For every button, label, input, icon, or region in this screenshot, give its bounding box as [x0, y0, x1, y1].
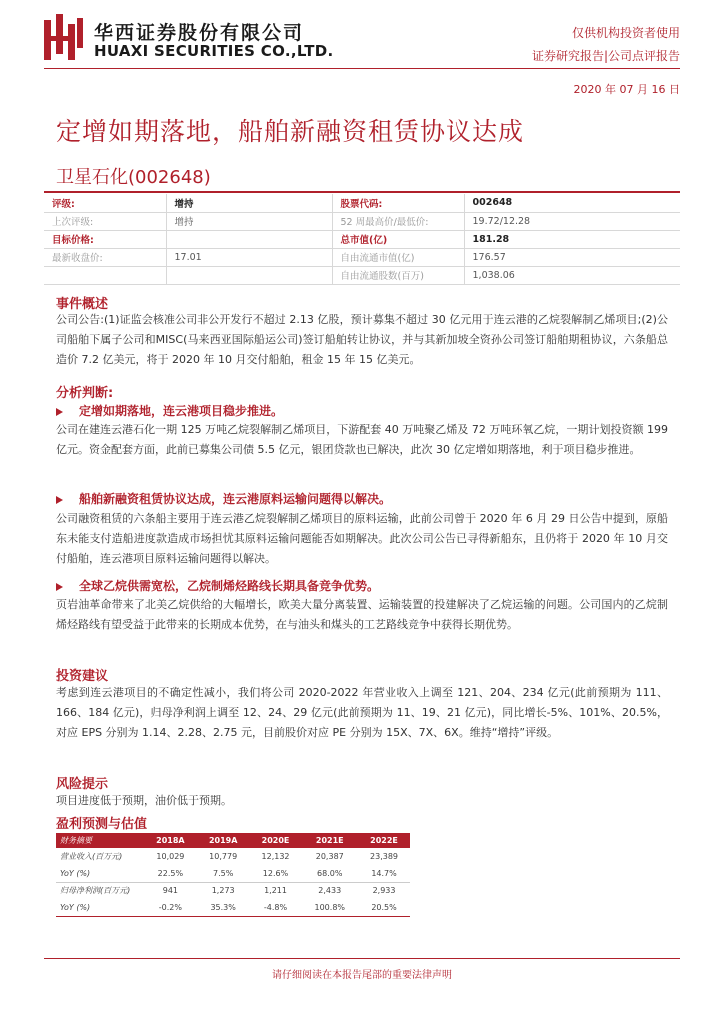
- forecast-heading: 盈利预测与估值: [56, 817, 148, 832]
- footer-divider: [44, 958, 680, 959]
- risk-text: 项目进度低于预期，油价低于预期。: [56, 794, 232, 807]
- point3-heading: 全球乙烷供需宽松，乙烷制烯烃路线长期具备竞争优势。: [56, 577, 379, 594]
- market-cap-label: 总市值(亿): [332, 230, 464, 248]
- company-divider: [44, 191, 680, 193]
- report-title: 定增如期落地，船舶新融资租赁协议达成: [56, 117, 525, 146]
- report-date: 2020 年 07 月 16 日: [573, 83, 680, 96]
- analysis-heading: 分析判断:: [56, 386, 114, 401]
- close-price-value: 17.01: [166, 248, 332, 266]
- bullet-triangle-icon: [56, 583, 63, 591]
- company-name-cn: 华西证券股份有限公司: [94, 22, 305, 44]
- target-price-label: 目标价格:: [44, 230, 166, 248]
- float-shares-value: 1,038.06: [464, 266, 680, 284]
- float-mcap-label: 自由流通市值(亿): [332, 248, 464, 266]
- market-cap-value: 181.28: [464, 230, 680, 248]
- table-row: YoY (%) 22.5% 7.5% 12.6% 68.0% 14.7%: [60, 868, 397, 878]
- table-row: YoY (%) -0.2% 35.3% -4.8% 100.8% 20.5%: [56, 899, 410, 916]
- table-row: 归母净利润(百万元) 941 1,273 1,211 2,433 2,933: [56, 882, 410, 899]
- point2-text: 公司融资租赁的六条船主要用于连云港乙烷裂解制乙烯项目的原料运输，此前公司曾于 2020 年 6 月 29 日公告中提到，原船东未能支付造船进度款造成市场担忧其原料运输问题能否如期解决。此次公司公告已寻得新船东，且仍将于 2020 年 10 月交付船舶，连云港项目原料运输问题得以解决。: [56, 512, 668, 565]
- event-heading: 事件概述: [56, 297, 109, 312]
- legal-notice: 请仔细阅读在本报告尾部的重要法律声明: [272, 970, 452, 981]
- code-value: 002648: [464, 194, 680, 212]
- target-price-value: [166, 230, 332, 248]
- invest-heading: 投资建议: [56, 669, 109, 684]
- price-range-value: 19.72/12.28: [464, 212, 680, 230]
- price-range-label: 52 周最高价/最低价:: [332, 212, 464, 230]
- header-divider: [44, 68, 680, 69]
- investor-notice: 仅供机构投资者使用: [571, 26, 680, 40]
- risk-heading: 风险提示: [56, 777, 109, 792]
- huaxi-logo-icon: [44, 14, 84, 60]
- point2-heading: 船舶新融资租赁协议达成，连云港原料运输问题得以解决。: [56, 490, 391, 507]
- code-label: 股票代码:: [332, 194, 464, 212]
- report-type: 证券研究报告|公司点评报告: [531, 49, 680, 63]
- company-ticker: 卫星石化(002648): [56, 167, 211, 188]
- bullet-triangle-icon: [56, 496, 63, 504]
- float-shares-label: 自由流通股数(百万): [332, 266, 464, 284]
- stock-info-table: [44, 194, 680, 285]
- invest-text: 考虑到连云港项目的不确定性减小，我们将公司 2020-2022 年营业收入上调至 121、204、234 亿元(此前预期为 111、166、184 亿元)，归母净利润上调至 12、24、29 亿元(此前预期为 11、19、21 亿元)，同比增长-5%、101%、20.5%，对应 EPS 分别为 1.14、2.28、2.75 元，目前股价对应 PE 分别为 15X、7X、6X。维持“增持”评级。: [56, 686, 668, 739]
- forecast-table: [56, 833, 410, 917]
- rating-value: 增持: [166, 194, 332, 212]
- prev-rating-label: 上次评级:: [44, 212, 166, 230]
- prev-rating-value: 增持: [166, 212, 332, 230]
- table-row: 营业收入(百万元) 10,029 10,779 12,132 20,387 23,389: [60, 852, 399, 861]
- company-name-en: HUAXI SECURITIES CO.,LTD.: [94, 42, 334, 60]
- point3-text: 页岩油革命带来了北美乙烷供给的大幅增长，欧美大量分离装置、运输装置的投建解决了乙烷运输的问题。公司国内的乙烷制烯烃路线有望受益于此带来的长期成本优势，在与油头和煤头的工艺路线竞争中获得长期优势。: [56, 598, 668, 631]
- point1-heading: 定增如期落地，连云港项目稳步推进。: [56, 402, 283, 419]
- float-mcap-value: 176.57: [464, 248, 680, 266]
- close-price-label: 最新收盘价:: [44, 248, 166, 266]
- rating-label: 评级:: [44, 194, 166, 212]
- forecast-header-row: 财务摘要 2018A 2019A 2020E 2021E 2022E: [56, 833, 410, 848]
- bullet-triangle-icon: [56, 408, 63, 416]
- point1-text: 公司在建连云港石化一期 125 万吨乙烷裂解制乙烯项目，下游配套 40 万吨聚乙烯及 72 万吨环氧乙烷，一期计划投资额 199 亿元。资金配套方面，此前已募集公司债 5.5 亿元，银团贷款也已解决，此次 30 亿定增如期落地，利于项目稳步推进。: [56, 423, 668, 456]
- event-text: 公司公告:(1)证监会核准公司非公开发行不超过 2.13 亿股，预计募集不超过 30 亿元用于连云港的乙烷裂解制乙烯项目;(2)公司船舶下属子公司和MISC(马来西亚国际船运公司)签订船舶转让协议，并与其新加坡全资孙公司签订船舶期租协议，六条船总造价 7.2 亿美元，将于 2020 年 10 月交付船舶，租金 15 年 15 亿美元。: [56, 313, 668, 366]
